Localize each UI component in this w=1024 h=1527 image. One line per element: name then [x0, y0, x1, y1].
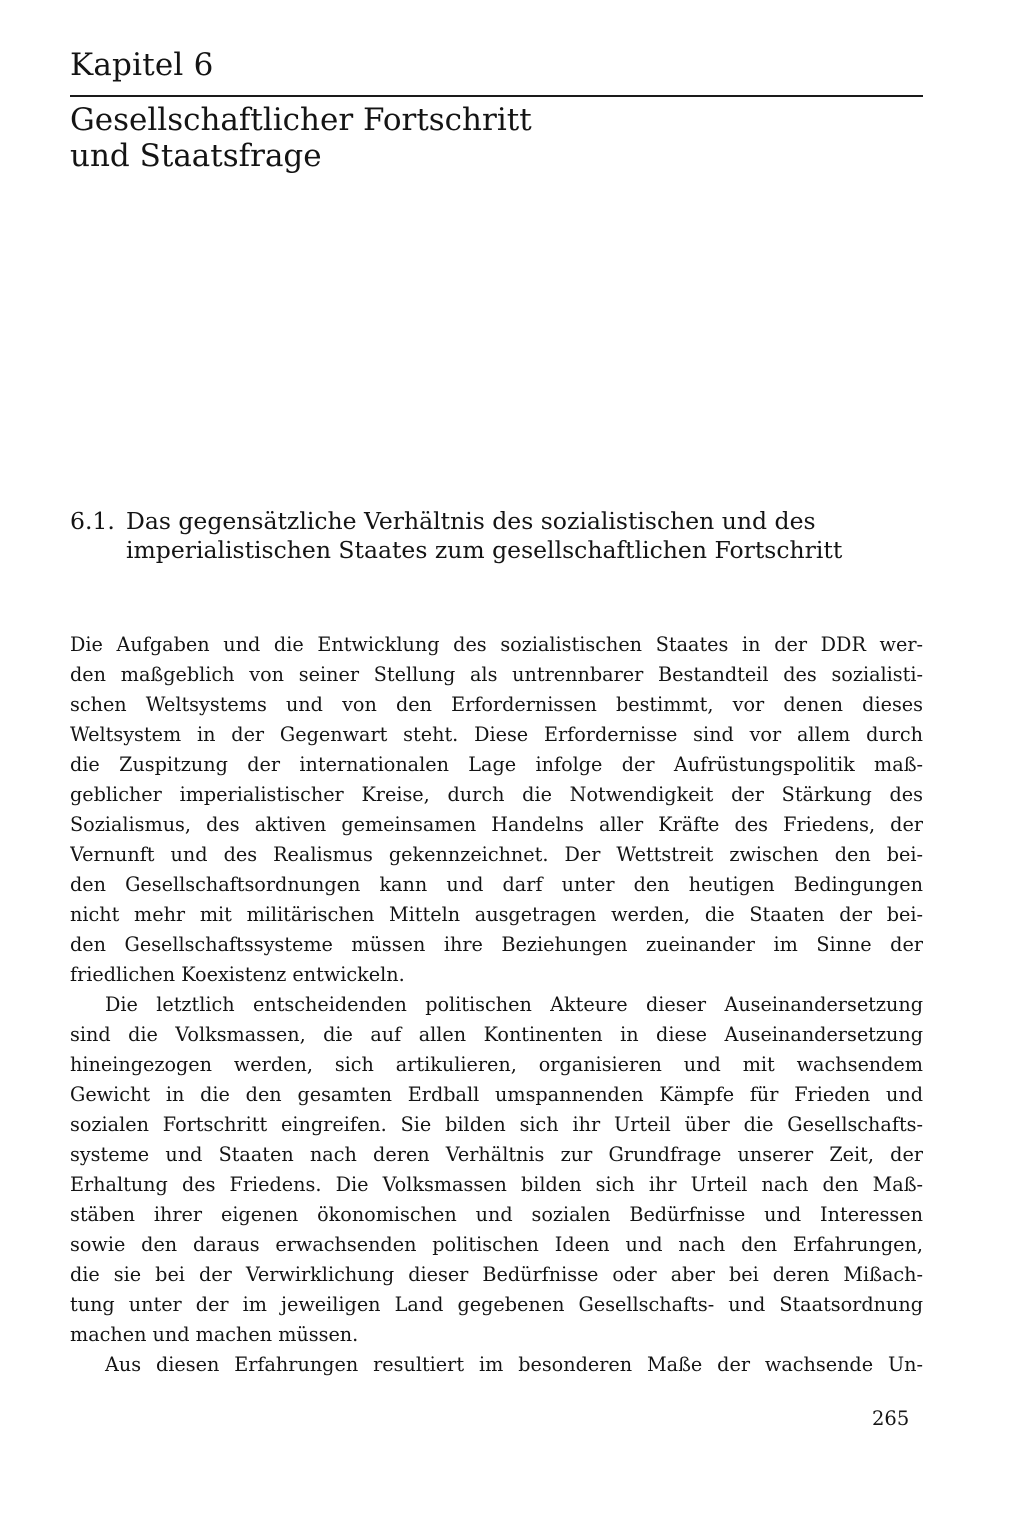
text-line: den maßgeblich von seiner Stellung als untrennbarer Bestandteil des sozialisti- [70, 663, 923, 686]
section-number: 6.1. [70, 507, 115, 535]
text-line: den Gesellschaftsordnungen kann und darf unter den heutigen Bedingungen [70, 873, 923, 896]
text-line: Weltsystem in der Gegenwart steht. Diese Erfordernisse sind vor allem durch [70, 723, 923, 746]
text-line: Erhaltung des Friedens. Die Volksmassen bilden sich ihr Urteil nach den Maß- [70, 1173, 923, 1196]
text-line: Sozialismus, des aktiven gemeinsamen Handelns aller Kräfte des Friedens, der [70, 813, 923, 836]
section-title-line: imperialistischen Staates zum gesellschaftlichen Fortschritt [126, 536, 843, 564]
text-line: Die Aufgaben und die Entwicklung des sozialistischen Staates in der DDR wer- [70, 633, 923, 656]
text-line: stäben ihrer eigenen ökonomischen und sozialen Bedürfnisse und Interessen [70, 1203, 923, 1226]
text-line: sind die Volksmassen, die auf allen Kontinenten in diese Auseinandersetzung [70, 1023, 923, 1046]
paragraph [70, 1350, 923, 1380]
chapter-label: Kapitel 6 [70, 47, 214, 83]
text-line: sozialen Fortschritt eingreifen. Sie bilden sich ihr Urteil über die Gesellschafts- [70, 1113, 923, 1136]
text-line: systeme und Staaten nach deren Verhältnis zur Grundfrage unserer Zeit, der [70, 1143, 923, 1166]
text-line: die Zuspitzung der internationalen Lage infolge der Aufrüstungspolitik maß- [70, 753, 923, 776]
text-line: tung unter der im jeweiligen Land gegebenen Gesellschafts- und Staatsordnung [70, 1293, 923, 1316]
text-line: Die letztlich entscheidenden politischen Akteure dieser Auseinandersetzung [105, 993, 923, 1016]
text-line: hineingezogen werden, sich artikulieren, organisieren und mit wachsendem [70, 1053, 923, 1076]
chapter-title-line: Gesellschaftlicher Fortschritt [70, 102, 532, 138]
body-text [70, 630, 923, 1380]
text-line: sowie den daraus erwachsenden politischen Ideen und nach den Erfahrungen, [70, 1233, 923, 1256]
chapter-title [70, 102, 770, 174]
text-line: Vernunft und des Realismus gekennzeichnet. Der Wettstreit zwischen den bei- [70, 843, 923, 866]
text-line: Gewicht in die den gesamten Erdball umspannenden Kämpfe für Frieden und [70, 1083, 923, 1106]
text-line: schen Weltsystems und von den Erfordernissen bestimmt, vor denen dieses [70, 693, 923, 716]
section-title-line: Das gegensätzliche Verhältnis des sozialistischen und des [126, 507, 816, 535]
text-line: Aus diesen Erfahrungen resultiert im besonderen Maße der wachsende Un- [105, 1353, 923, 1376]
text-line: nicht mehr mit militärischen Mitteln ausgetragen werden, die Staaten der bei- [70, 903, 923, 926]
paragraph [70, 990, 923, 1350]
paragraph [70, 630, 923, 990]
text-line: den Gesellschaftssysteme müssen ihre Beziehungen zueinander im Sinne der [70, 933, 923, 956]
text-line: machen und machen müssen. [70, 1323, 359, 1346]
text-line: die sie bei der Verwirklichung dieser Bedürfnisse oder aber bei deren Mißach- [70, 1263, 923, 1286]
chapter-title-line: und Staatsfrage [70, 138, 322, 174]
section-heading [70, 507, 930, 565]
page-number: 265 [872, 1407, 910, 1430]
text-line: geblicher imperialistischer Kreise, durch die Notwendigkeit der Stärkung des [70, 783, 923, 806]
chapter-divider [70, 95, 923, 97]
text-line: friedlichen Koexistenz entwickeln. [70, 963, 405, 986]
